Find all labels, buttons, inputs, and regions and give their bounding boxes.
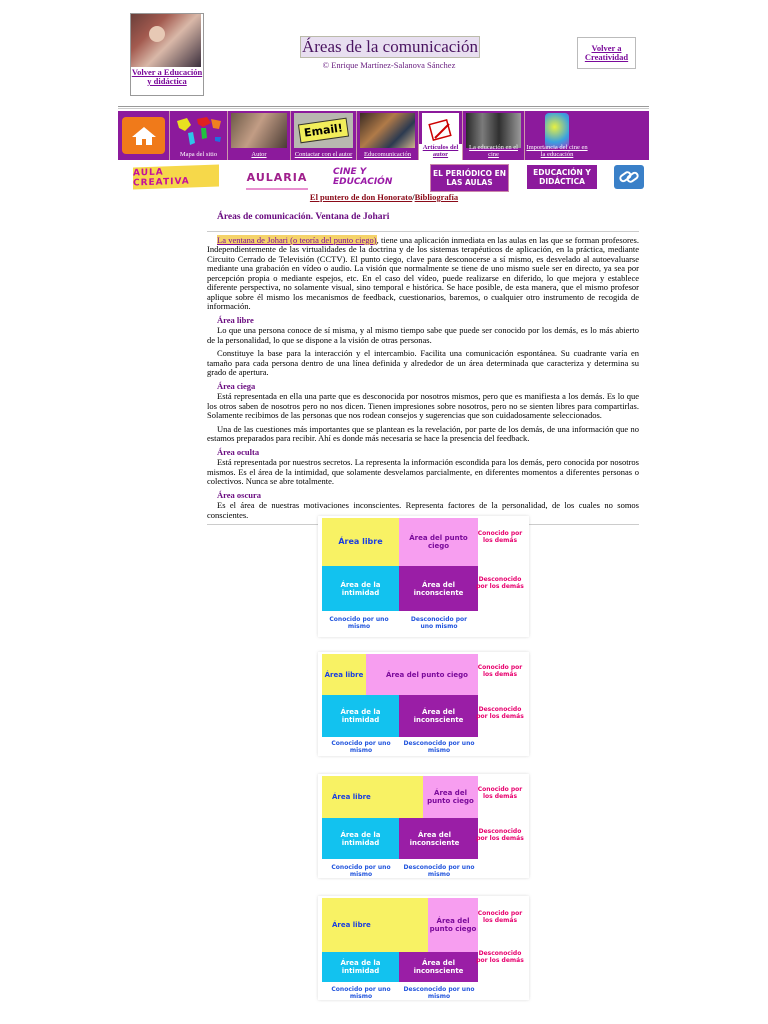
sub-links — [300, 192, 468, 202]
label-conocido-demas: Conocido por los demás — [477, 786, 523, 800]
back-to-creativity-link[interactable]: Volver a Creatividad — [584, 43, 629, 62]
author-photo — [231, 113, 287, 148]
label-conocido-demas: Conocido por los demás — [477, 910, 523, 924]
paragraph: Está representada por nuestros secretos. La representa la información escondida para los demás, pero conocida por nosotros mismos. Es el área de la intimidad, que solamente desvelamos parcialmente, en diferentes momentos a diferentes personas o colectivos. Nunca se abre totalmente. — [207, 457, 639, 486]
nav-label[interactable]: Autor — [251, 151, 267, 158]
back-to-education-box[interactable] — [130, 13, 204, 96]
quadrant-intimidad: Área de la intimidad — [322, 818, 399, 859]
divider — [207, 231, 639, 232]
johari-window-2 — [318, 652, 529, 756]
nav-label[interactable]: Educomunicación — [364, 151, 411, 158]
periodico-banner[interactable]: EL PERIÓDICO EN LAS AULAS — [430, 164, 509, 192]
cinema-importance-image — [545, 113, 569, 148]
paragraph: Es el área de nuestras motivaciones inconscientes. Representa factores de la personalidad, de los cuales no somos conscientes. — [207, 500, 639, 520]
label-conocido-uno: Conocido por uno mismo — [329, 616, 389, 630]
back-to-creativity-box[interactable] — [577, 37, 636, 69]
quadrant-libre: Área libre — [322, 654, 366, 695]
cine-educacion-banner[interactable]: CINE Y EDUCACIÓN — [333, 166, 413, 188]
quadrant-ciego: Área del punto ciego — [428, 898, 478, 952]
paragraph: Una de las cuestiones más importantes que se plantean es la revelación, por parte de los demás, de una información que no estamos preparados para recibir. Ahí es donde más necesaria se hace la presencia del feedback. — [207, 423, 639, 443]
label-conocido-uno: Conocido por uno mismo — [331, 986, 391, 1000]
intro-text: , tiene una aplicación inmediata en las aulas en las que se forman profesores. Independientemente de las virtualidades de la doctrina y de los sistemas terapéuticos de aplicación, en la práctica, mediante Circuito Cerrado de Televisión (CCTV). El punto ciego, clave para desconocerse a sí mismo, es desvelado al autoevaluarse mediante una grabación en vídeo o audio. La visión que normalmente se tiene de uno mismo suele ser en directo, ya sea por percepción propia o mediante espejos, etc. En el caso del vídeo, puede realizarse en diferido, lo que mejora y establece diferente perspectiva, no solamente visual, sino temporal e histórica. Se hace posible, de esta manera, que el mismo profesor aplique sobre él mismo los mecanismos de feedback, cuestionarios, baremos, o cualquier otro instrumento de recogida de información. — [207, 234, 639, 311]
email-icon: Email! — [294, 113, 353, 148]
johari-link[interactable]: La ventana de Johari (o teoría del punto ciego) — [217, 234, 377, 245]
bibliografia-link[interactable]: Bibliografía — [414, 192, 459, 202]
nav-label[interactable]: Contactar con el autor — [294, 151, 353, 158]
top-divider-shadow — [118, 108, 649, 109]
chain-link-icon[interactable] — [614, 165, 644, 189]
johari-window-3 — [318, 774, 529, 878]
quadrant-inconsciente: Área del inconsciente — [399, 566, 478, 611]
back-to-education-link[interactable]: Volver a Educación y didáctica — [131, 67, 203, 86]
author-credit: © Enrique Martínez-Salanova Sánchez — [322, 60, 456, 70]
nav-articles[interactable] — [419, 111, 463, 160]
label-conocido-uno: Conocido por uno mismo — [331, 864, 391, 878]
label-desconocido-uno: Desconocido por uno mismo — [403, 864, 475, 878]
puntero-link[interactable]: El puntero de don Honorato — [309, 192, 413, 202]
main-nav — [118, 111, 649, 160]
section-title-oscura: Área oscura — [217, 489, 261, 500]
label-desconocido-uno: Desconocido por uno mismo — [410, 616, 468, 630]
nav-label[interactable]: Mapa del sitio — [179, 151, 218, 158]
paragraph: Constituye la base para la interacción y el intercambio. Facilita una comunicación espontánea. Su cuadrante varía en tamaño para cada persona dentro de una línea definida y alrededor de un área determinada que caracteriza y determina su grado de apertura. — [207, 348, 639, 377]
sub-link-separator: / — [412, 192, 415, 202]
intro-paragraph — [207, 236, 639, 312]
label-desconocido-demas: Desconocido por los demás — [476, 706, 524, 720]
paragraph: Lo que una persona conoce de sí misma, y al mismo tiempo sabe que puede ser conocido por los demás, es lo más abierto de la personalidad, lo que se dispone a la visión de otras personas. — [207, 325, 639, 345]
article — [207, 213, 639, 529]
quadrant-intimidad: Área de la intimidad — [322, 695, 399, 737]
home-icon[interactable] — [122, 117, 165, 154]
label-desconocido-demas: Desconocido por los demás — [476, 576, 524, 590]
johari-window-4 — [318, 896, 529, 1000]
aularia-banner[interactable]: AULARIA — [246, 166, 308, 190]
cinema-image — [466, 113, 521, 148]
quadrant-libre: Área libre — [322, 898, 428, 952]
label-desconocido-demas: Desconocido por los demás — [476, 828, 524, 842]
quadrant-inconsciente: Área del inconsciente — [399, 818, 478, 859]
nav-site-map[interactable] — [170, 111, 228, 160]
nav-contact[interactable] — [291, 111, 357, 160]
label-desconocido-uno: Desconocido por uno mismo — [403, 740, 475, 754]
quadrant-libre: Área libre — [322, 518, 399, 566]
quadrant-inconsciente: Área del inconsciente — [399, 695, 478, 737]
nav-label[interactable]: Importancia del cine en la educación — [526, 144, 588, 158]
quadrant-ciego: Área del punto ciego — [423, 776, 478, 818]
nav-education-cinema[interactable] — [463, 111, 525, 160]
articles-icon — [422, 113, 459, 146]
quadrant-intimidad: Área de la intimidad — [322, 952, 399, 982]
quadrant-libre: Área libre — [322, 776, 423, 818]
label-conocido-uno: Conocido por uno mismo — [331, 740, 391, 754]
label-conocido-demas: Conocido por los demás — [477, 530, 523, 544]
top-divider — [118, 106, 649, 107]
educomunicacion-image — [360, 113, 415, 148]
world-map-icon — [173, 113, 224, 148]
label-conocido-demas: Conocido por los demás — [477, 664, 523, 678]
section-title-ciega: Área ciega — [217, 380, 256, 391]
classroom-photo — [131, 14, 201, 67]
nav-home[interactable] — [118, 111, 170, 160]
label-desconocido-demas: Desconocido por los demás — [476, 950, 524, 964]
quadrant-ciego: Área del punto ciego — [366, 654, 478, 695]
nav-label[interactable]: La educación en el cine — [469, 144, 518, 158]
johari-window-1 — [318, 516, 529, 637]
article-title: Áreas de comunicación. Ventana de Johari — [217, 212, 390, 222]
aula-creativa-banner[interactable]: AULA CREATIVA — [133, 164, 219, 189]
nav-cinema-importance[interactable] — [525, 111, 589, 160]
page-title: Áreas de la comunicación — [301, 37, 479, 56]
nav-author[interactable] — [228, 111, 291, 160]
nav-label[interactable]: Artículos del autor — [419, 144, 462, 160]
section-title-libre: Área libre — [217, 314, 254, 325]
section-title-oculta: Área oculta — [217, 446, 260, 457]
paragraph: Está representada en ella una parte que es desconocida por nosotros mismos, pero que es manifiesta a los demás. Es lo que los otros saben de nosotros pero no nos dicen. Tienen impresiones sobre nosotros, pero no se sienten libres para compartirlas. Solamente recibimos de las personas que nos rodean consejos y sugerencias que son cuidadosamente seleccionados. — [207, 391, 639, 420]
nav-educomunicacion[interactable] — [357, 111, 419, 160]
quadrant-intimidad: Área de la intimidad — [322, 566, 399, 611]
label-desconocido-uno: Desconocido por uno mismo — [403, 986, 475, 1000]
quadrant-ciego: Área del punto ciego — [399, 518, 478, 566]
quadrant-inconsciente: Área del inconsciente — [399, 952, 478, 982]
educacion-didactica-banner[interactable]: EDUCACIÓN Y DIDÁCTICA — [527, 165, 597, 189]
